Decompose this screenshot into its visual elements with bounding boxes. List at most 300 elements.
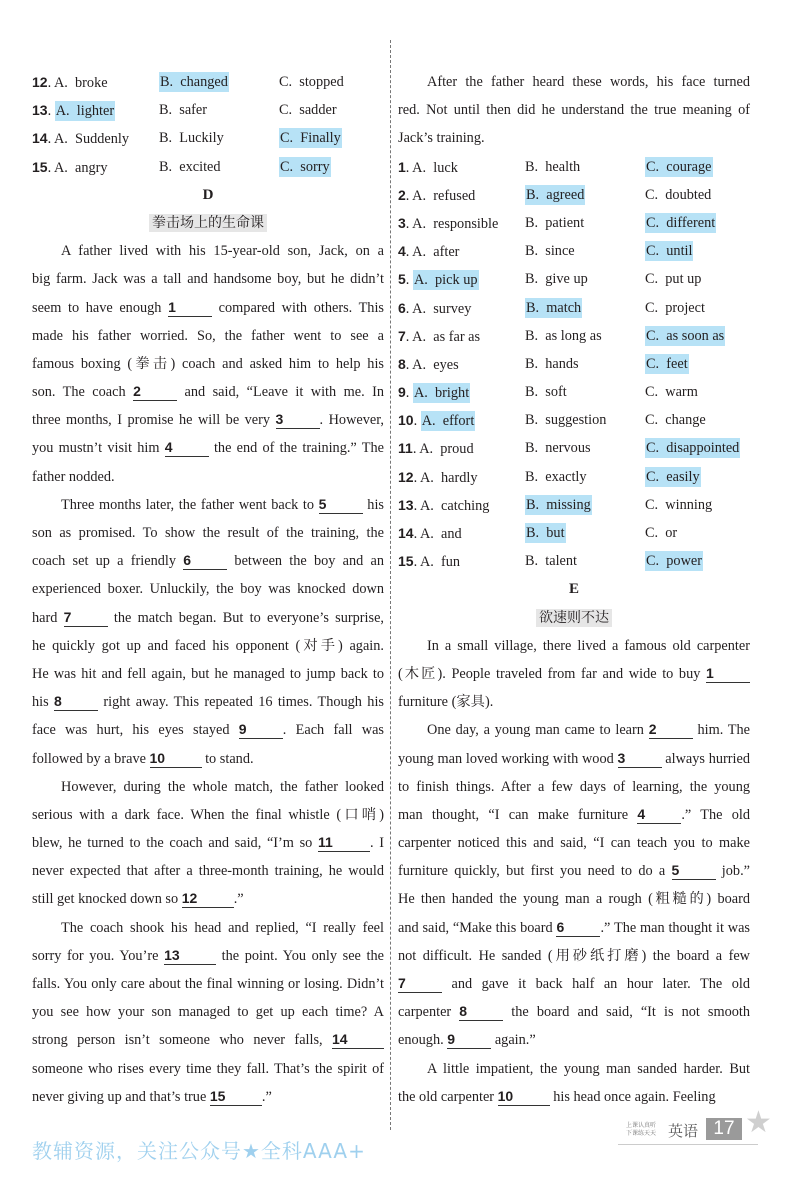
option-text: B. match [526,299,582,316]
text-line [32,745,384,773]
blank-8: 8 [54,692,98,711]
option-c[interactable] [645,322,725,350]
text-line [398,632,750,660]
choice-text: Suddenly [75,131,130,148]
text-segment: man thought, “I can make furniture [398,806,638,823]
blank-1: 1 [168,298,212,317]
text-line [32,1055,384,1083]
option-text: A. eyes [412,356,459,373]
column-divider [390,40,391,1130]
choice-text: patient [545,214,585,231]
choice-text: doubted [665,186,712,203]
option-text: C. different [646,214,716,231]
text-segment: However, during the whole match, the father looked [61,778,384,795]
text-segment: . Each fall was [282,722,384,739]
section-heading [398,604,750,632]
text-segment: never expected that after a three-month training, he would [32,863,384,880]
section-letter: D [202,186,214,203]
blank-13: 13 [164,946,216,965]
question-4 [398,237,750,265]
section-heading [398,575,750,603]
text-line [398,1055,750,1083]
choice-text: talent [545,553,578,570]
choice-text: effort [442,413,475,430]
option-text: B. talent [525,553,578,570]
option-a[interactable]: 2. A. refused [398,186,476,204]
text-line [398,1083,750,1111]
option-a[interactable]: 1. A. luck [398,158,458,176]
option-b[interactable] [525,350,579,378]
option-b[interactable] [525,265,588,293]
option-a[interactable]: 4. A. after [398,243,460,261]
choice-text: lighter [76,103,115,120]
text-segment: and said, “Leave it with me. In [177,384,385,401]
option-text: B. soft [525,384,567,401]
question-7 [398,322,750,350]
option-text: C. disappointed [646,440,740,457]
choice-text: fun [441,554,461,571]
option-text: C. change [645,412,706,429]
option-text: A. refused [412,187,476,204]
option-c[interactable] [645,463,701,491]
question-11 [398,434,750,462]
option-a[interactable]: 13. A. catching [398,496,490,514]
choice-text: give up [545,271,588,288]
choice-text: hardly [441,469,478,486]
text-line [32,688,384,716]
option-c[interactable] [645,350,689,378]
choice-text: soft [545,384,567,401]
option-c[interactable] [645,209,716,237]
choice-text: as long as [545,327,602,344]
text-segment: . I [369,835,384,852]
text-line [32,1026,384,1054]
blank-5: 5 [319,495,363,514]
text-segment: Jack’s training. [398,130,485,147]
option-text: B. agreed [526,186,585,203]
text-line [398,942,750,970]
choice-text: disappointed [666,440,740,457]
option-a[interactable]: 12. A. broke [32,74,108,91]
option-b[interactable] [525,181,585,209]
choice-text: as far as [433,328,481,345]
option-c[interactable] [645,547,703,575]
question-13 [32,96,384,124]
blank-2: 2 [649,720,693,739]
option-text: A. and [419,526,462,542]
choice-text: pick up [435,272,478,289]
option-text: A. hardly [419,469,478,486]
question-number: 12 [398,468,414,485]
option-c[interactable] [645,519,677,547]
option-text: C. feet [646,355,688,372]
text-line [398,745,750,773]
footer-slogan [626,1122,656,1138]
question-number: 13 [32,102,48,119]
text-segment: someone who rises every time they fall. That’s the spirit of [32,1060,384,1077]
text-segment: sorry for you. You’re [32,947,165,964]
text-line [32,914,384,942]
question-9 [398,378,750,406]
slogan-bottom: 下课练天天 [626,1130,657,1137]
blank-5: 5 [672,861,716,880]
option-text: B. missing [526,496,591,513]
text-segment: him. The [692,722,750,739]
text-segment: still get knocked down so [32,891,182,908]
page-footer [618,1106,772,1146]
text-line [32,294,384,322]
text-segment: experienced boxer. Unluckily, the boy was knocked down [32,581,384,598]
option-text: A. lighter [55,103,115,120]
choice-text: responsible [433,215,499,232]
choice-text: power [666,553,702,570]
option-text: B. Luckily [159,130,224,147]
question-number: 7 [398,327,406,344]
text-line [32,885,384,913]
option-text: A. catching [419,497,490,514]
option-b[interactable] [159,153,221,181]
question-number: 10 [398,412,414,429]
question-number: 13 [398,496,414,513]
blank-6: 6 [556,918,600,937]
text-segment: the point. You only see the [216,947,384,964]
text-segment: always hurried [661,750,750,767]
option-text: C. sorry [280,158,330,175]
option-c[interactable] [645,294,705,322]
option-text: A. effort [421,413,475,430]
choice-text: stopped [299,74,344,90]
passage-title: 欲速则不达 [536,609,612,627]
option-b[interactable] [525,406,606,434]
text-segment: carpenter [398,1004,460,1021]
option-b[interactable] [525,322,602,350]
text-segment: One day, a young man came to learn [427,722,649,739]
text-segment: and said, “Make this board [398,919,557,936]
option-b[interactable] [525,547,577,575]
text-segment: The coach shook his head and replied, “I really feel [61,919,384,936]
question-15 [32,153,384,181]
question-number: 8 [398,355,406,372]
question-number: 14 [398,525,414,541]
text-segment: .” [233,891,244,908]
text-line [32,660,384,688]
text-segment: In a small village, there lived a famous old carpenter [427,637,750,654]
option-a[interactable]: 11. A. proud [398,440,474,458]
option-text: B. give up [525,271,588,288]
option-a[interactable]: 5. A. pick up [398,271,478,289]
option-c[interactable] [279,124,342,152]
blank-3: 3 [618,749,662,768]
option-text: B. as long as [525,327,602,344]
blank-1: 1 [706,664,750,683]
question-6 [398,294,750,322]
text-segment: father nodded. [32,468,115,485]
text-line [32,463,384,491]
question-number: 15 [398,553,414,570]
option-b[interactable] [159,68,229,96]
choice-text: and [441,526,462,542]
option-text: A. angry [53,159,108,176]
slogan-top: 上课认真听 [626,1122,657,1129]
choice-text: until [666,243,693,260]
option-a[interactable]: 13. A. lighter [32,102,115,120]
choice-text: bright [435,385,470,402]
text-line [32,970,384,998]
text-line [398,914,750,942]
choice-text: proud [440,441,474,458]
option-a[interactable]: 14. A. Suddenly [32,130,130,148]
text-line [398,998,750,1026]
choice-text: Finally [300,130,341,147]
text-segment: serious with a dark face. When the final whistle (口哨) [32,806,384,823]
option-text: B. exactly [525,468,587,485]
blank-14: 14 [332,1030,384,1049]
text-segment: again.” [491,1032,536,1049]
blank-7: 7 [398,974,442,993]
option-a[interactable]: 6. A. survey [398,299,472,317]
option-text: A. pick up [413,272,478,289]
option-a[interactable]: 14. A. and [398,525,462,542]
option-text: C. put up [645,271,702,288]
option-c[interactable] [645,181,711,209]
text-segment: blew, he turned to the coach and said, “I’m so [32,835,318,852]
option-b[interactable] [525,463,587,491]
text-segment: falls. You only care about the final winning or losing. Didn’t [32,976,384,992]
choice-text: sorry [300,158,330,175]
text-line [398,885,750,913]
option-text: C. power [646,553,702,570]
text-line [398,1026,750,1054]
option-text: A. broke [53,75,108,91]
text-line [32,265,384,293]
option-c[interactable] [645,434,740,462]
option-b[interactable] [159,96,207,124]
option-a[interactable]: 8. A. eyes [398,355,459,373]
text-segment: coach set up a friendly [32,553,184,570]
option-text: B. excited [159,158,221,175]
option-c[interactable] [645,153,713,181]
question-12 [398,463,750,491]
text-segment: right away. This repeated 16 times. Though his [98,694,384,711]
option-c[interactable] [645,491,712,519]
text-segment: big farm. Jack was a tall and handsome boy, but he didn’t [32,271,384,288]
question-number: 9 [398,384,406,401]
option-text: C. courage [646,158,712,175]
option-text: B. safer [159,102,208,119]
option-b[interactable] [159,124,224,152]
blank-9: 9 [447,1030,491,1049]
choice-text: catching [441,497,490,514]
blank-4: 4 [165,438,209,457]
left-column [32,68,384,1111]
option-a[interactable]: 7. A. as far as [398,327,481,345]
text-segment: made his father worried. So, the father went to see a [32,327,384,344]
option-text: B. patient [525,214,585,231]
choice-text: easily [666,468,700,485]
option-c[interactable] [279,68,344,96]
question-10 [398,406,750,434]
option-b[interactable] [525,519,566,547]
choice-text: winning [665,496,713,513]
option-text: B. hands [525,355,579,372]
question-number: 12 [32,74,48,90]
text-line [398,857,750,885]
text-line [32,632,384,660]
option-text: A. bright [413,385,470,402]
text-segment: the board and said, “It is not smooth [503,1004,750,1021]
footer-rule [618,1144,758,1145]
blank-10: 10 [150,749,202,768]
text-segment: A little impatient, the young man sanded harder. But [427,1060,750,1077]
text-line [32,773,384,801]
option-c[interactable] [645,265,701,293]
option-text: C. winning [645,496,713,513]
option-text: C. project [645,299,705,316]
text-segment: .” [261,1088,272,1105]
option-c[interactable] [645,378,698,406]
option-text: C. warm [645,384,698,401]
option-c[interactable] [279,153,331,181]
option-a[interactable]: 15. A. fun [398,553,461,571]
option-text: A. after [412,244,460,261]
text-line [398,970,750,998]
option-text: B. changed [160,74,228,90]
choice-text: hands [545,355,579,372]
text-segment: He was hit and fell again, but he managed to jump back to [32,665,384,682]
option-text: C. easily [646,468,700,485]
text-segment: his [362,496,384,513]
choice-text: as soon as [666,327,725,344]
text-segment: hard [32,609,64,626]
option-b[interactable] [525,237,575,265]
question-13 [398,491,750,519]
text-segment: the match began. But to everyone’s surprise, [107,609,385,626]
option-b[interactable] [525,491,592,519]
option-text: A. Suddenly [53,131,130,148]
option-text: C. sadder [279,102,337,119]
question-number: 14 [32,130,48,147]
text-segment: . However, [319,412,385,429]
text-line [32,575,384,603]
question-number: 15 [32,158,48,175]
text-line [32,801,384,829]
watermark: 教辅资源，关注公众号★全科AAA+ [32,1139,366,1163]
choice-text: since [545,243,575,260]
choice-text: angry [75,159,108,176]
option-c[interactable] [645,237,693,265]
text-segment: to stand. [201,750,254,767]
text-segment: young man loved working with wood [398,750,618,767]
option-a[interactable]: 10. A. effort [398,412,475,430]
option-text: B. health [525,158,581,175]
choice-text: eyes [433,356,459,373]
choice-text: safer [179,102,208,119]
blank-6: 6 [183,551,227,570]
text-segment: enough. [398,1032,448,1049]
option-text: C. doubted [645,186,712,203]
choice-text: put up [665,271,702,288]
text-segment: followed by a brave [32,750,150,767]
option-text: A. responsible [412,215,499,232]
choice-text: nervous [545,440,591,457]
option-text: A. survey [412,300,472,317]
choice-text: agreed [546,186,585,203]
choice-text: warm [665,384,698,401]
question-number: 4 [398,243,406,260]
text-segment: you see how your son managed to get up each time? A [32,1004,384,1021]
choice-text: different [666,214,716,231]
right-column [398,68,750,1111]
blank-9: 9 [239,720,283,739]
choice-text: exactly [545,468,587,485]
text-line [32,604,384,632]
option-b[interactable] [525,434,591,462]
text-line [32,350,384,378]
option-c[interactable] [645,406,706,434]
choice-text: change [665,412,706,429]
question-number: 3 [398,214,406,231]
text-line [398,716,750,744]
option-text: C. Finally [280,130,341,147]
text-line [398,773,750,801]
text-line [32,547,384,575]
option-a[interactable]: 3. A. responsible [398,214,499,232]
text-line [32,491,384,519]
text-segment: and gave it back half an hour later. The old [442,976,750,992]
option-text: A. as far as [412,328,481,345]
option-b[interactable] [525,209,584,237]
text-line [32,716,384,744]
choice-text: suggestion [545,412,607,429]
blank-12: 12 [182,889,234,908]
option-text: A. luck [412,159,458,176]
choice-text: or [665,525,678,541]
text-segment: furniture (家具). [398,694,494,711]
option-b[interactable] [525,378,567,406]
text-line [32,998,384,1026]
option-a[interactable]: 9. A. bright [398,384,470,402]
option-b[interactable] [525,153,580,181]
question-2 [398,181,750,209]
question-number: 2 [398,186,406,203]
option-text: C. stopped [279,74,344,90]
question-1 [398,153,750,181]
text-line [398,801,750,829]
blank-4: 4 [637,805,681,824]
choice-text: luck [433,159,458,176]
choice-text: Luckily [179,130,224,147]
section-heading [32,209,384,237]
option-a[interactable]: 15. A. angry [32,158,108,176]
option-a[interactable]: 12. A. hardly [398,468,478,486]
text-segment: carpenter noticed this and said, “I can teach you to make [398,835,750,852]
choice-text: survey [433,300,472,317]
option-c[interactable] [279,96,337,124]
text-segment: son. The coach [32,384,134,401]
option-b[interactable] [525,294,582,322]
text-segment: job.” [715,863,750,880]
blank-11: 11 [318,833,370,852]
question-number: 5 [398,271,406,288]
blank-7: 7 [64,608,108,627]
text-segment: never giving up and that’s true [32,1088,210,1105]
text-line [32,857,384,885]
passage-title: 拳击场上的生命课 [149,214,267,232]
question-5 [398,265,750,293]
section-letter: E [568,581,579,598]
text-segment: he quickly got up and faced his opponent (对手) again. [32,637,384,654]
choice-text: broke [75,75,108,91]
